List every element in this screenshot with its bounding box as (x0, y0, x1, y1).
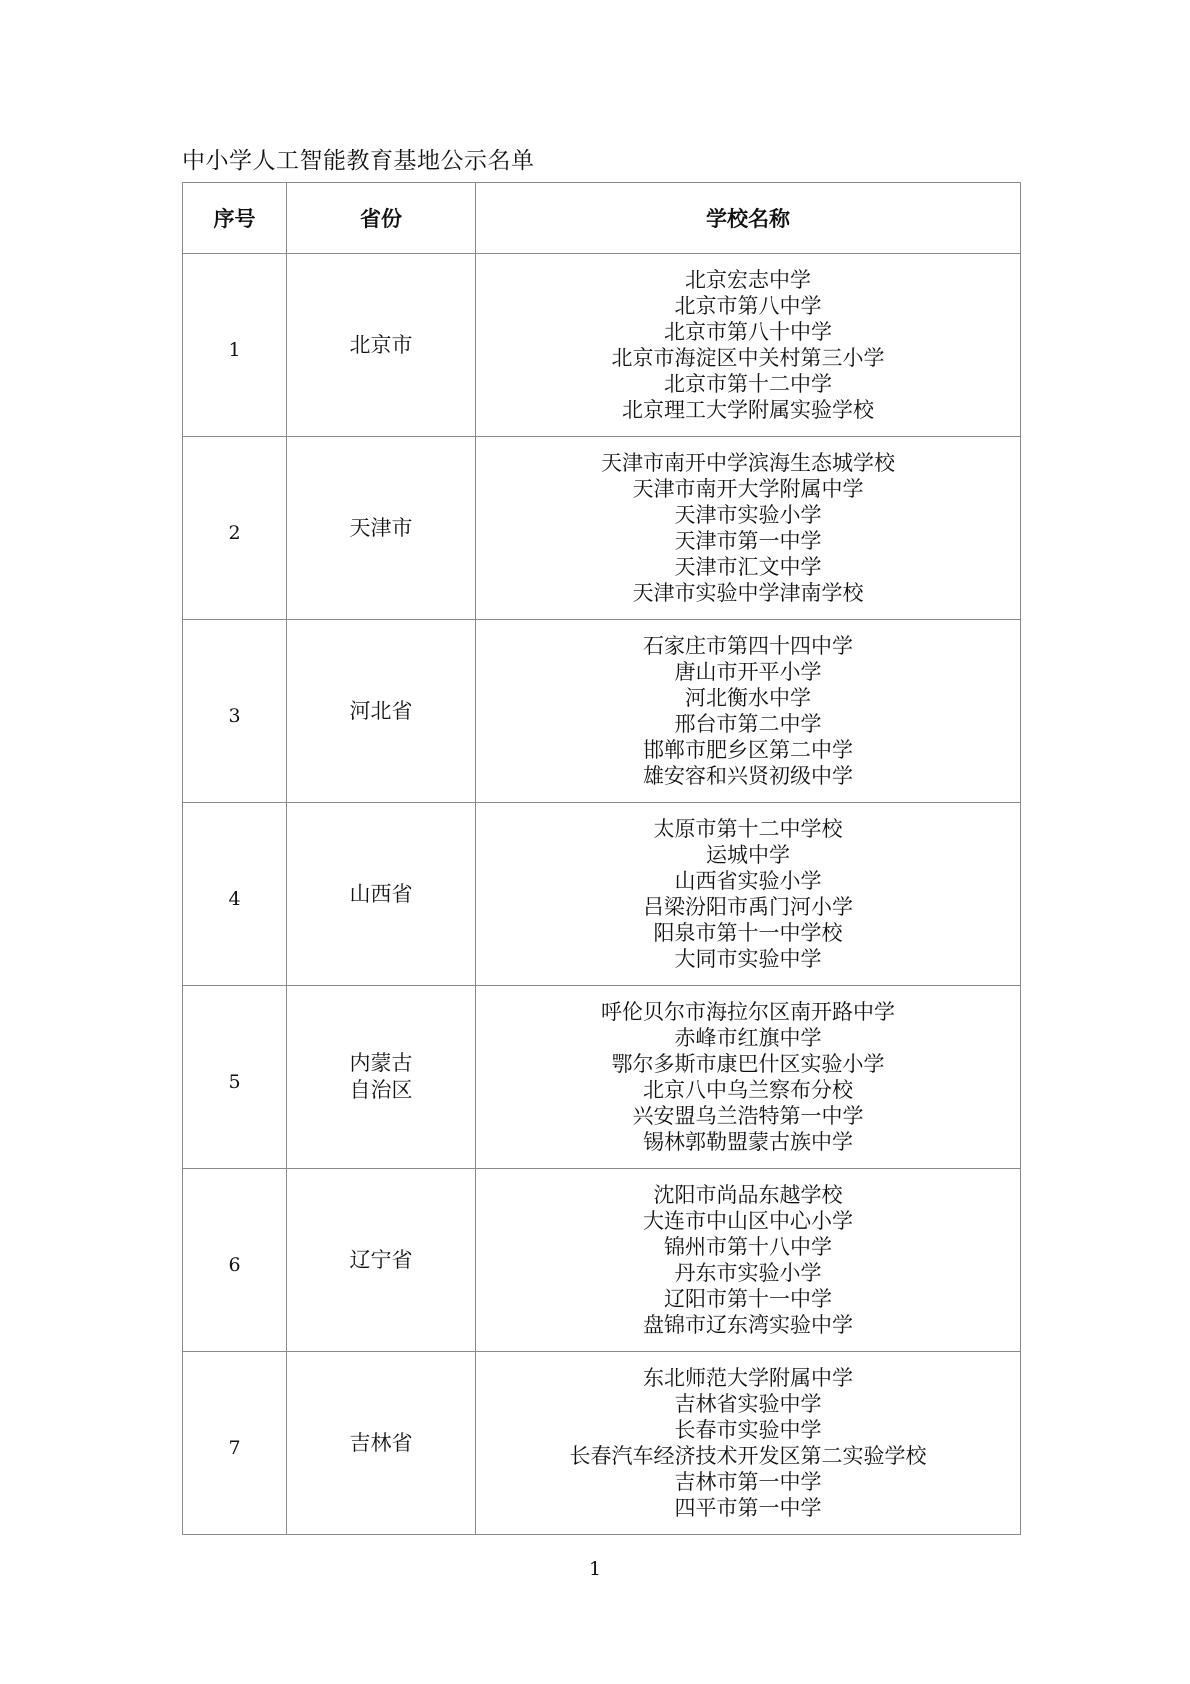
province-line: 河北省 (349, 698, 413, 723)
school-name: 邯郸市肥乡区第二中学 (643, 738, 853, 762)
school-name: 北京理工大学附属实验学校 (622, 398, 874, 422)
school-name: 辽阳市第十一中学 (664, 1287, 832, 1311)
school-name: 兴安盟乌兰浩特第一中学 (632, 1104, 864, 1128)
school-name: 天津市南开大学附属中学 (632, 477, 864, 501)
row-province (287, 803, 476, 986)
row-province (287, 254, 476, 437)
school-name: 河北衡水中学 (685, 686, 811, 710)
row-index: 5 (183, 986, 287, 1169)
school-name: 赤峰市红旗中学 (674, 1026, 822, 1050)
row-index: 1 (183, 254, 287, 437)
school-name: 天津市南开中学滨海生态城学校 (601, 451, 895, 475)
table-row (183, 986, 1021, 1169)
school-name: 雄安容和兴贤初级中学 (643, 764, 853, 788)
school-name: 太原市第十二中学校 (653, 817, 843, 841)
table-body (183, 254, 1021, 1535)
row-index: 7 (183, 1352, 287, 1535)
school-name: 鄂尔多斯市康巴什区实验小学 (611, 1052, 885, 1076)
school-name: 北京八中乌兰察布分校 (643, 1078, 853, 1102)
school-list (476, 450, 1020, 606)
school-name: 天津市实验中学津南学校 (632, 581, 864, 605)
school-list (476, 1182, 1020, 1338)
province-line: 吉林省 (349, 1430, 413, 1455)
school-name: 邢台市第二中学 (674, 712, 822, 736)
school-name: 北京市第八十中学 (664, 320, 832, 344)
school-name: 长春汽车经济技术开发区第二实验学校 (569, 1444, 927, 1468)
school-name: 东北师范大学附属中学 (643, 1366, 853, 1390)
school-name: 大同市实验中学 (674, 947, 822, 971)
province-line: 内蒙古 (349, 1051, 413, 1075)
table-row (183, 254, 1021, 437)
row-schools (476, 620, 1021, 803)
row-province (287, 1169, 476, 1352)
province-line: 天津市 (349, 515, 413, 540)
school-name: 锡林郭勒盟蒙古族中学 (643, 1130, 853, 1154)
province-line: 辽宁省 (349, 1247, 413, 1272)
province-line: 山西省 (349, 881, 413, 906)
school-name: 吉林市第一中学 (674, 1470, 822, 1494)
school-name: 天津市汇文中学 (674, 555, 822, 579)
header-school-name: 学校名称 (476, 183, 1021, 254)
row-province (287, 620, 476, 803)
table-row (183, 620, 1021, 803)
header-index: 序号 (183, 183, 287, 254)
school-name: 唐山市开平小学 (674, 660, 822, 684)
row-schools (476, 254, 1021, 437)
province-line: 北京市 (349, 332, 413, 357)
row-schools (476, 986, 1021, 1169)
table-row (183, 1352, 1021, 1535)
school-name: 山西省实验小学 (674, 869, 822, 893)
school-name: 沈阳市尚品东越学校 (653, 1183, 843, 1207)
school-name: 天津市实验小学 (674, 503, 822, 527)
row-province (287, 1352, 476, 1535)
school-name: 锦州市第十八中学 (664, 1235, 832, 1259)
school-list (476, 267, 1020, 423)
row-index: 4 (183, 803, 287, 986)
school-name: 呼伦贝尔市海拉尔区南开路中学 (601, 1000, 895, 1024)
school-name: 阳泉市第十一中学校 (653, 921, 843, 945)
school-list (476, 999, 1020, 1155)
school-name: 丹东市实验小学 (674, 1261, 822, 1285)
school-name: 北京市第十二中学 (664, 372, 832, 396)
row-province (287, 986, 476, 1169)
school-name: 北京市第八中学 (674, 294, 822, 318)
document-title: 中小学人工智能教育基地公示名单 (182, 148, 535, 174)
school-list (476, 816, 1020, 972)
row-province (287, 437, 476, 620)
school-list-table (182, 182, 1021, 1535)
school-name: 运城中学 (706, 843, 790, 867)
school-name: 长春市实验中学 (674, 1418, 822, 1442)
page-number: 1 (588, 1558, 602, 1580)
row-index: 2 (183, 437, 287, 620)
table-row (183, 803, 1021, 986)
school-name: 四平市第一中学 (674, 1496, 822, 1520)
table-row (183, 437, 1021, 620)
row-index: 3 (183, 620, 287, 803)
school-list (476, 633, 1020, 789)
school-name: 石家庄市第四十四中学 (643, 634, 853, 658)
school-name: 北京宏志中学 (685, 268, 811, 292)
row-schools (476, 437, 1021, 620)
row-schools (476, 803, 1021, 986)
school-name: 大连市中山区中心小学 (643, 1209, 853, 1233)
row-schools (476, 1169, 1021, 1352)
province-line: 自治区 (349, 1078, 413, 1102)
row-schools (476, 1352, 1021, 1535)
row-index: 6 (183, 1169, 287, 1352)
header-province: 省份 (287, 183, 476, 254)
school-list (476, 1365, 1020, 1521)
table-header-row (183, 183, 1021, 254)
school-name: 天津市第一中学 (674, 529, 822, 553)
table-row (183, 1169, 1021, 1352)
school-name: 吉林省实验中学 (674, 1392, 822, 1416)
school-name: 北京市海淀区中关村第三小学 (611, 346, 885, 370)
school-name: 盘锦市辽东湾实验中学 (643, 1313, 853, 1337)
school-name: 吕梁汾阳市禹门河小学 (643, 895, 853, 919)
